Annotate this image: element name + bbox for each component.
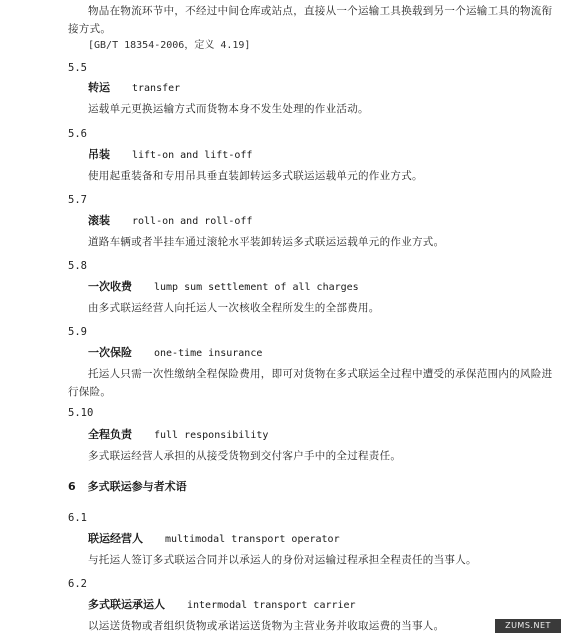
- term-english: full responsibility: [154, 430, 269, 441]
- term-definition-continued: 行保险。: [68, 386, 112, 398]
- term-definition: 与托运人签订多式联运合同并以承运人的身份对运输过程承担全程责任的当事人。: [88, 554, 477, 566]
- term-heading: [88, 598, 356, 613]
- term-number: 5.9: [68, 326, 87, 338]
- term-heading: [88, 532, 340, 547]
- term-chinese: 联运经营人: [88, 532, 143, 545]
- term-definition: 以运送货物或者组织货物或承诺运送货物为主营业务并收取运费的当事人。: [88, 620, 445, 632]
- term-heading: [88, 346, 262, 361]
- section-title: 多式联运参与者术语: [87, 480, 187, 493]
- term-chinese: 滚装: [88, 214, 110, 227]
- section-number: 6: [68, 480, 76, 493]
- term-heading: [88, 148, 252, 163]
- term-heading: [88, 214, 252, 229]
- term-number: 5.7: [68, 194, 87, 206]
- term-english: transfer: [132, 83, 181, 94]
- term-heading: [88, 81, 180, 96]
- term-number: 6.1: [68, 512, 87, 524]
- term-chinese: 吊装: [88, 148, 110, 161]
- term-english: lump sum settlement of all charges: [154, 282, 359, 293]
- term-number: 6.2: [68, 578, 87, 590]
- term-number: 5.5: [68, 62, 87, 74]
- term-english: lift-on and lift-off: [132, 150, 253, 161]
- intro-line-2: 接方式。: [68, 23, 112, 35]
- intro-line-1: 物品在物流环节中，不经过中间仓库或站点，直接从一个运输工具换载到另一个运输工具的物流衔: [88, 5, 553, 17]
- term-english: roll-on and roll-off: [132, 216, 253, 227]
- term-number: 5.10: [68, 407, 94, 419]
- term-chinese: 转运: [88, 81, 110, 94]
- term-definition: 由多式联运经营人向托运人一次核收全程所发生的全部费用。: [88, 302, 380, 314]
- term-definition: 托运人只需一次性缴纳全程保险费用，即可对货物在多式联运全过程中遭受的承保范围内的风险进: [88, 368, 553, 380]
- term-heading: [88, 428, 268, 443]
- term-english: one-time insurance: [154, 348, 263, 359]
- term-definition: 多式联运经营人承担的从接受货物到交付客户手中的全过程责任。: [88, 450, 402, 462]
- reference: [GB/T 18354-2006，定义 4.19]: [88, 40, 251, 51]
- term-definition: 运载单元更换运输方式而货物本身不发生处理的作业活动。: [88, 103, 369, 115]
- term-definition: 使用起重装备和专用吊具垂直装卸转运多式联运运载单元的作业方式。: [88, 170, 423, 182]
- term-english: multimodal transport operator: [165, 534, 340, 545]
- term-number: 5.8: [68, 260, 87, 272]
- term-heading: [88, 280, 359, 295]
- term-definition: 道路车辆或者半挂车通过滚轮水平装卸转运多式联运运载单元的作业方式。: [88, 236, 445, 248]
- term-chinese: 全程负责: [88, 428, 132, 441]
- term-number: 5.6: [68, 128, 87, 140]
- term-chinese: 一次保险: [88, 346, 132, 359]
- term-chinese: 一次收费: [88, 280, 132, 293]
- section-heading: [68, 480, 187, 494]
- term-english: intermodal transport carrier: [187, 600, 356, 611]
- watermark-badge: ZUMS.NET: [495, 619, 561, 633]
- term-chinese: 多式联运承运人: [88, 598, 165, 611]
